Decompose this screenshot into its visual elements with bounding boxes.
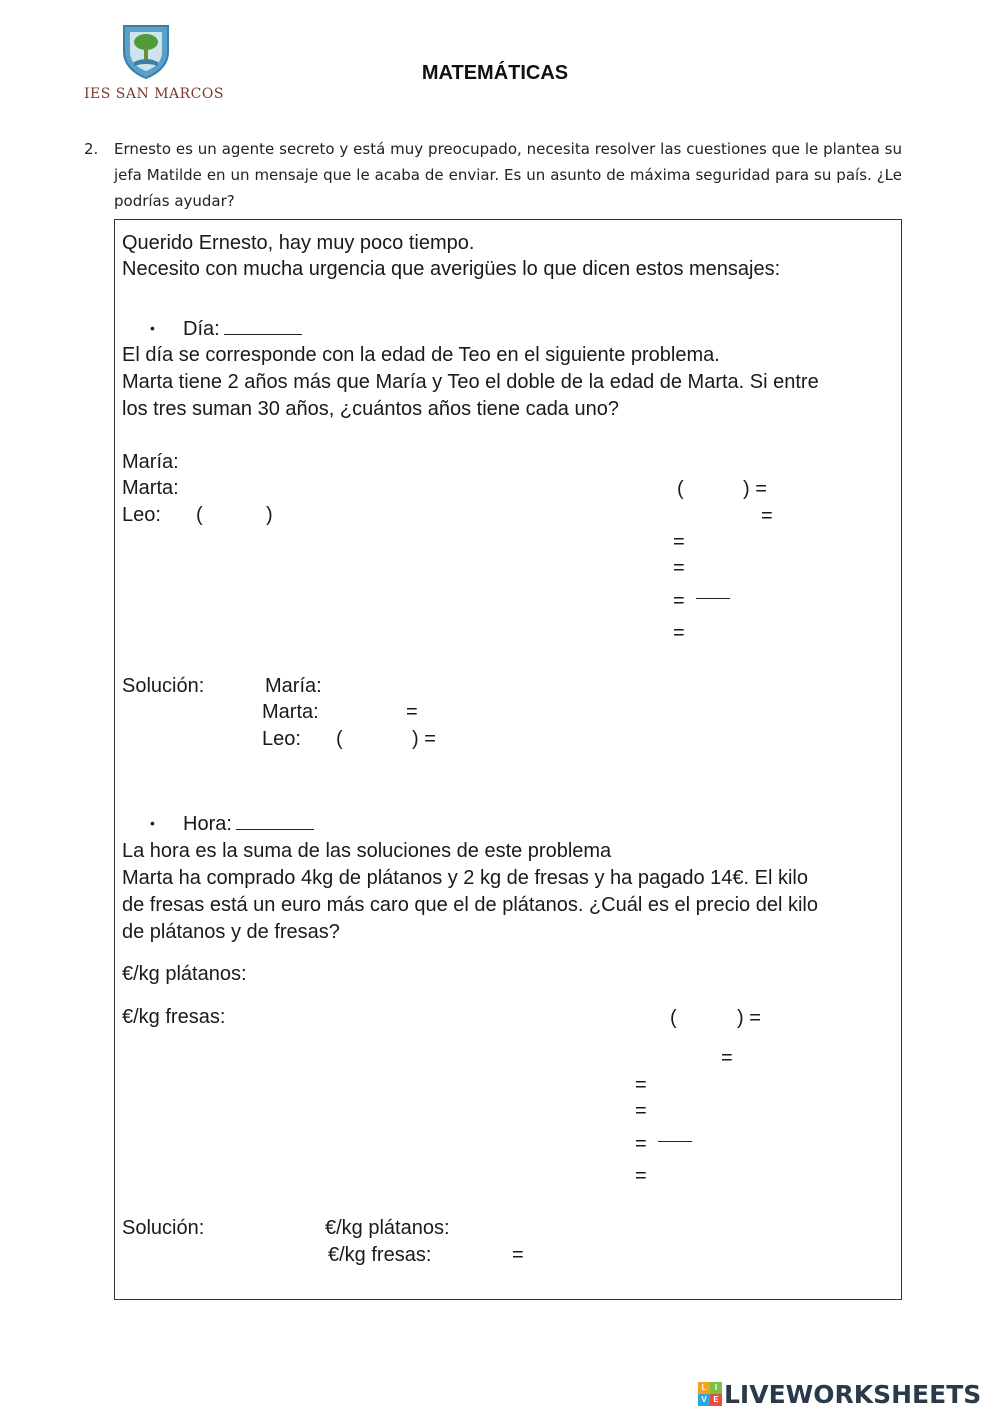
solution2-fresas-equals: =: [512, 1244, 524, 1266]
fraction-bar: [696, 598, 730, 599]
leo-label: Leo:: [122, 504, 161, 526]
maria-label: María:: [122, 451, 179, 473]
problem2-line4: de plátanos y de fresas?: [122, 921, 340, 943]
liveworksheets-logo-icon: L I V E: [698, 1382, 722, 1406]
solution1-maria: María:: [265, 675, 322, 697]
solution2-platanos: €/kg plátanos:: [325, 1217, 450, 1239]
eq6-equals: =: [673, 622, 685, 644]
eq4-equals: =: [673, 557, 685, 579]
solution2-fresas: €/kg fresas:: [328, 1244, 432, 1266]
page-title: MATEMÁTICAS: [421, 62, 569, 84]
hora-answer-blank[interactable]: [236, 811, 314, 830]
eq2-equals: =: [761, 505, 773, 527]
exercise-intro: [84, 136, 902, 214]
fraction-bar: [658, 1141, 692, 1142]
problem2-line1: La hora es la suma de las soluciones de este problema: [122, 840, 612, 862]
dia-label: Día:: [183, 318, 220, 340]
fresas-label: €/kg fresas:: [122, 1006, 226, 1028]
platanos-label: €/kg plátanos:: [122, 963, 247, 985]
problem2-line3: de fresas está un euro más caro que el de plátanos. ¿Cuál es el precio del kilo: [122, 894, 818, 916]
solution1-leo: Leo:: [262, 728, 301, 750]
problem2-line2: Marta ha comprado 4kg de plátanos y 2 kg de fresas y ha pagado 14€. El kilo: [122, 867, 808, 889]
liveworksheets-watermark: [698, 1379, 981, 1409]
eq2-6-equals: =: [635, 1165, 647, 1187]
problem1-line2: Marta tiene 2 años más que María y Teo el doble de la edad de Marta. Si entre: [122, 371, 819, 393]
eq5-equals: =: [673, 590, 685, 612]
solution2-label: Solución:: [122, 1217, 205, 1239]
eq2-3-equals: =: [635, 1074, 647, 1096]
eq2-1-open-paren: (: [670, 1007, 677, 1029]
bullet-icon: •: [150, 320, 155, 336]
leo-close-paren: ): [266, 504, 273, 526]
exercise-statement: Ernesto es un agente secreto y está muy preocupado, necesita resolver las cuestiones que le plantea su jefa Matilde en un mensaje que le acaba de enviar. Es un asunto de máxima seguridad para su país. ¿Le podrías ayudar?: [114, 140, 902, 210]
hora-label: Hora:: [183, 813, 232, 835]
eq3-equals: =: [673, 531, 685, 553]
bullet-icon: •: [150, 815, 155, 831]
liveworksheets-text: LIVEWORKSHEETS: [724, 1379, 982, 1409]
eq1-open-paren: (: [677, 478, 684, 500]
eq2-5-equals: =: [635, 1133, 647, 1155]
dia-answer-blank[interactable]: [224, 316, 302, 335]
exercise-number: 2.: [84, 140, 99, 158]
solution1-label: Solución:: [122, 675, 205, 697]
dia-item: [183, 316, 302, 342]
problem1-line1: El día se corresponde con la edad de Teo en el siguiente problema.: [122, 344, 720, 366]
solution1-marta-equals: =: [406, 701, 418, 723]
request: Necesito con mucha urgencia que averigües lo que dicen estos mensajes:: [122, 258, 781, 280]
leo-open-paren: (: [196, 504, 203, 526]
eq1-close-paren-equals: ) =: [743, 478, 767, 500]
solution1-marta: Marta:: [262, 701, 319, 723]
eq2-4-equals: =: [635, 1100, 647, 1122]
eq2-2-equals: =: [721, 1047, 733, 1069]
greeting: Querido Ernesto, hay muy poco tiempo.: [122, 232, 475, 254]
solution1-leo-close-paren-equals: ) =: [412, 728, 436, 750]
problem1-line3: los tres suman 30 años, ¿cuántos años tiene cada uno?: [122, 398, 619, 420]
eq2-1-close-paren-equals: ) =: [737, 1007, 761, 1029]
hora-item: [183, 811, 314, 837]
school-name: IES SAN MARCOS: [84, 86, 224, 102]
solution1-leo-open-paren: (: [336, 728, 343, 750]
marta-label: Marta:: [122, 477, 179, 499]
